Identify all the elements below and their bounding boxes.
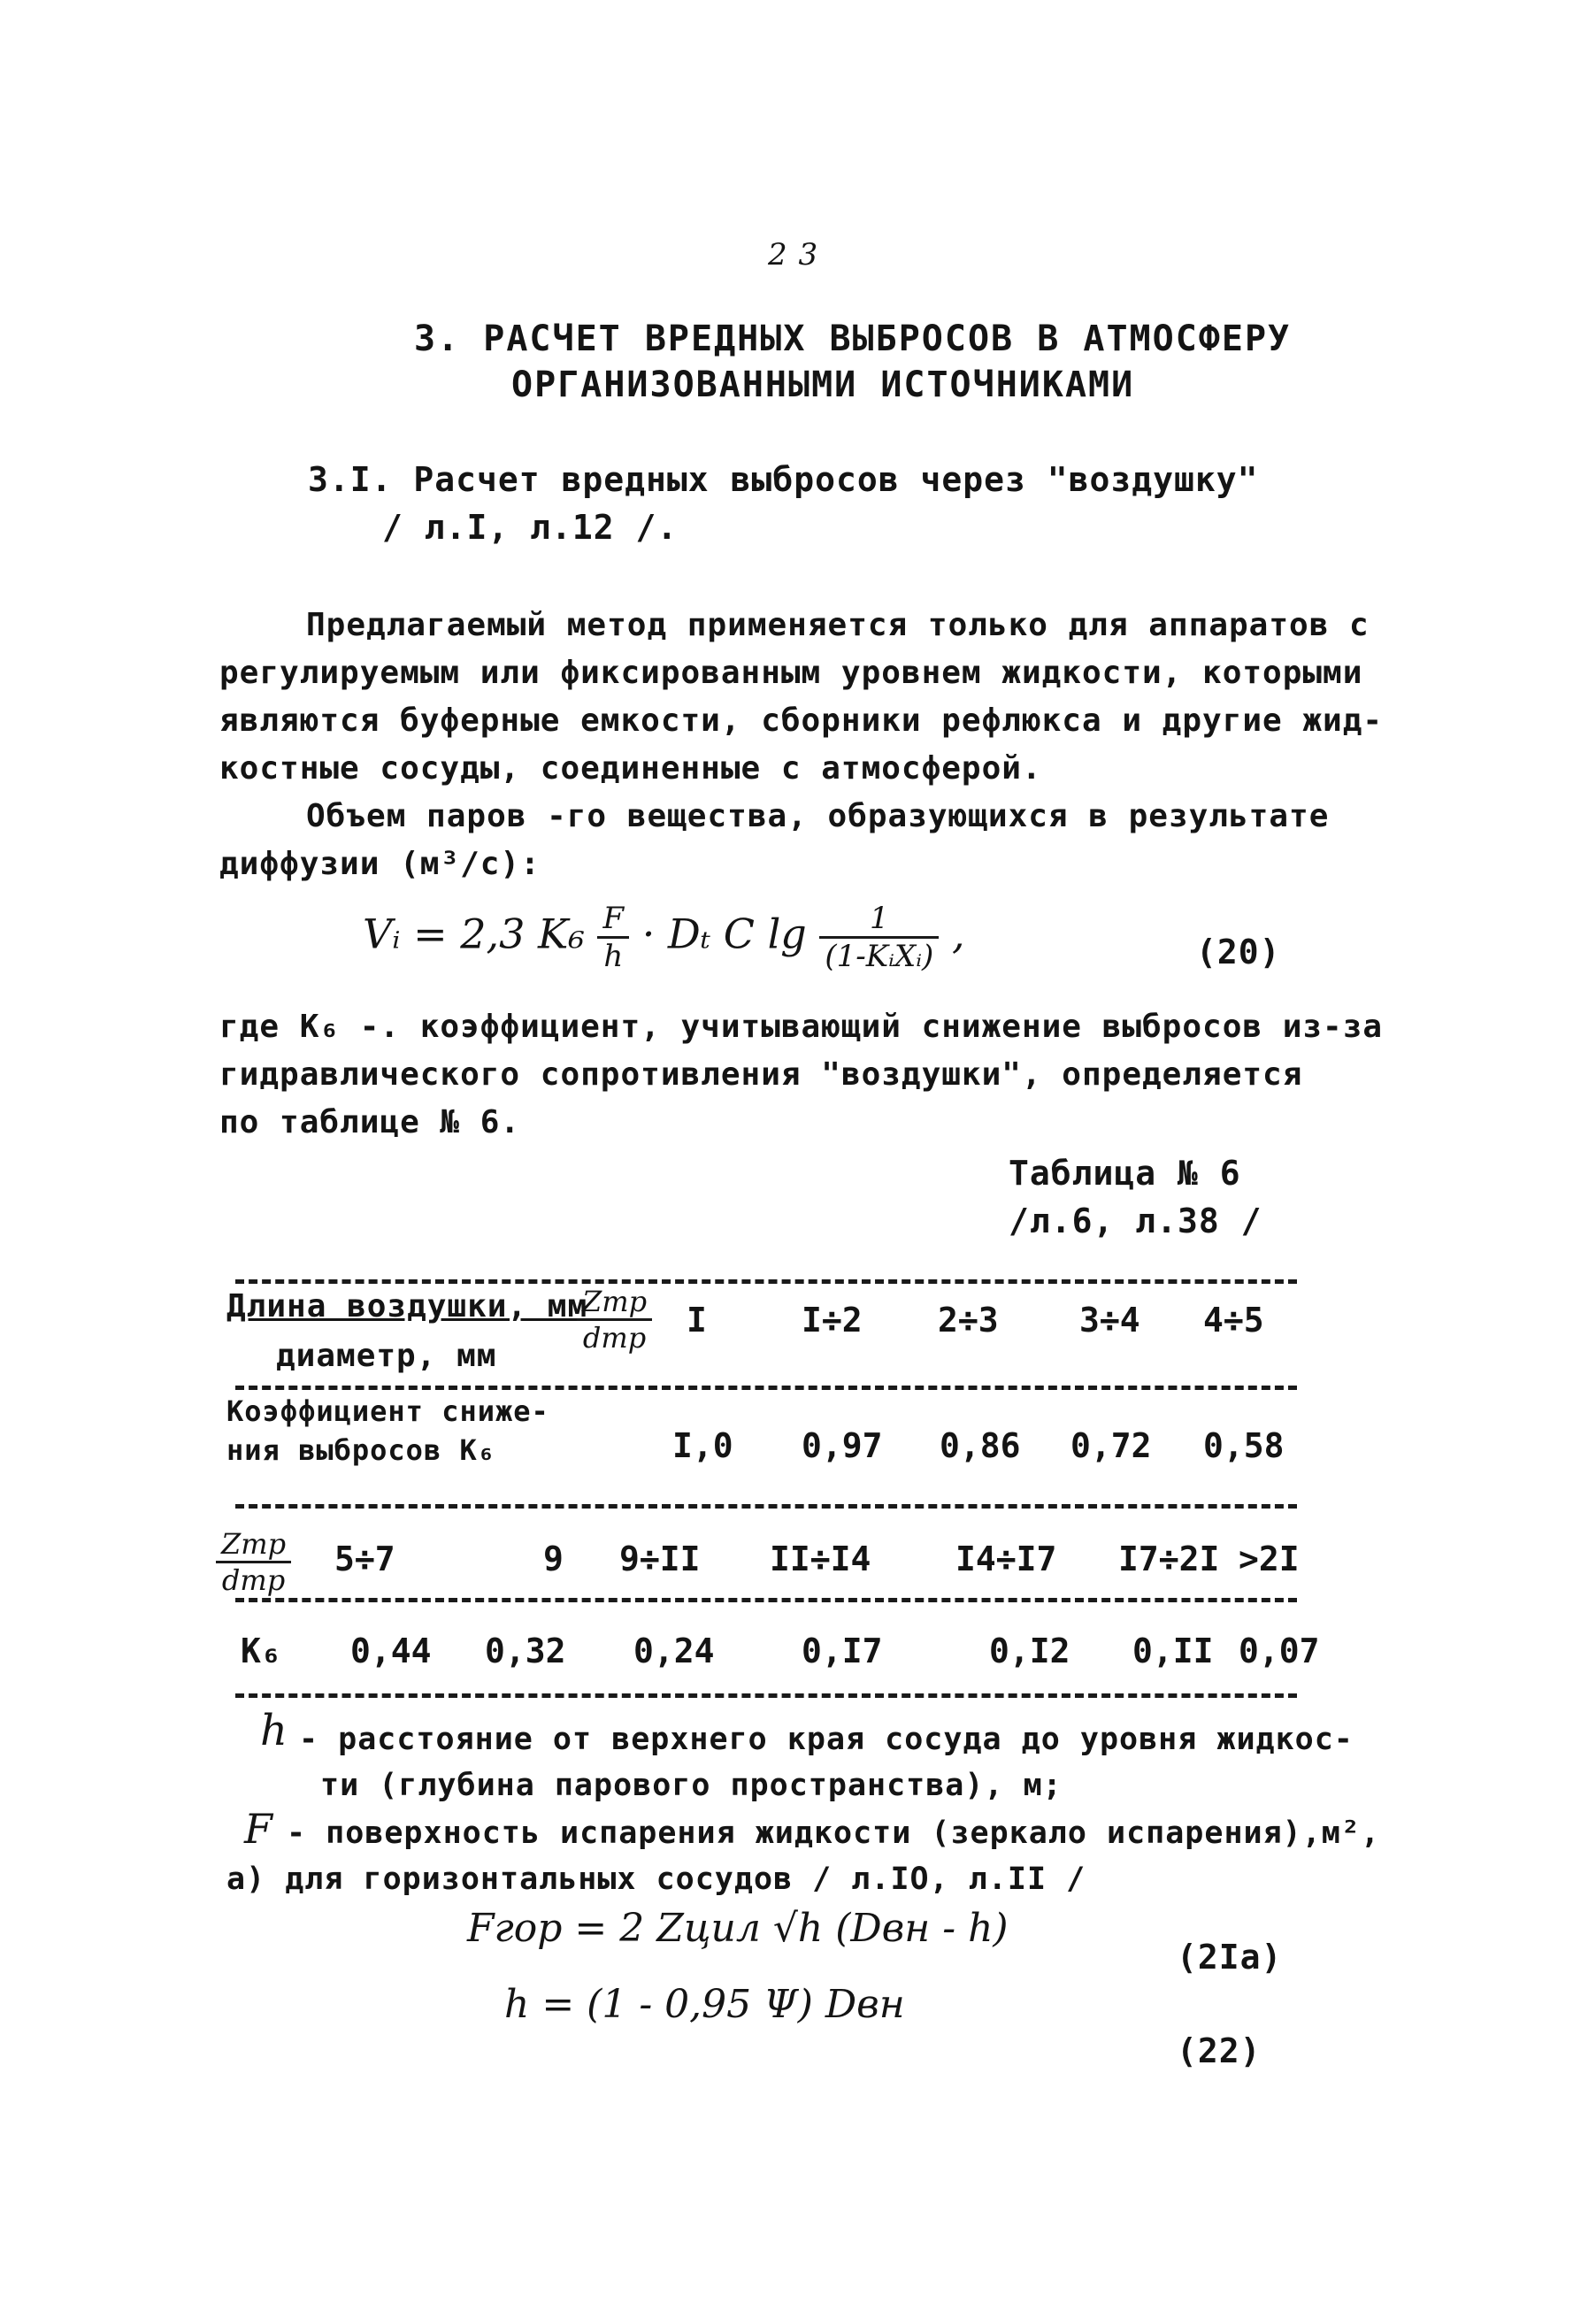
table-row4-cell: 0,I7	[802, 1632, 883, 1670]
table-row2-cell: 0,72	[1070, 1426, 1152, 1465]
paragraph-line: костные сосуды, соединенные с атмосферой.	[219, 750, 1042, 787]
table-row4-cell: 0,24	[633, 1632, 715, 1670]
table-row2-cell: 0,58	[1203, 1426, 1285, 1465]
table-row4-label: K₆	[241, 1632, 281, 1670]
table-caption-title: Таблица № 6	[1009, 1154, 1241, 1193]
formula-20-h: h	[603, 939, 624, 974]
def-h-line1: - расстояние от верхнего края сосуда до уровня жидкос-	[299, 1722, 1354, 1757]
def-h-symbol: h	[260, 1706, 288, 1755]
paragraph-line: Объем паров -го вещества, образующихся в результате	[306, 798, 1330, 834]
subsection-title-line1: 3.I. Расчет вредных выбросов через "воздушку"	[308, 460, 1259, 499]
table-rule	[235, 1598, 1297, 1602]
table-row1-cell: I÷2	[802, 1301, 863, 1340]
table-row4-cell: 0,I2	[989, 1632, 1070, 1670]
ratio-denominator: dтр	[221, 1563, 286, 1597]
formula-22-number: (22)	[1177, 2031, 1262, 2070]
table-row1-label-b: диаметр, мм	[276, 1338, 497, 1374]
table-row1-cell: 2÷3	[938, 1301, 999, 1340]
table-row4-cell: 0,II	[1132, 1632, 1214, 1670]
table-row2-cell: 0,97	[802, 1426, 883, 1465]
formula-20-number: (20)	[1196, 933, 1281, 971]
table-rule	[235, 1386, 1297, 1390]
formula-20	[363, 901, 965, 974]
table-row3-cell: II÷I4	[770, 1539, 871, 1578]
table-row2-label-a: Коэффициент сниже-	[226, 1394, 549, 1428]
formula-20-f-over-h	[597, 901, 629, 974]
table-row3-cell: >2I	[1239, 1539, 1300, 1578]
def-h-line2: ти (глубина парового пространства), м;	[320, 1768, 1063, 1803]
table-ratio-header-row3	[216, 1527, 291, 1597]
subsection-title-line2: / л.I, л.12 /.	[382, 508, 679, 547]
formula-20-frac-den: (1-KᵢXᵢ)	[825, 939, 934, 974]
table-row1-cell: 4÷5	[1203, 1301, 1264, 1340]
table-row4-cell: 0,32	[485, 1632, 566, 1670]
table-row2-label-b: ния выбросов K₆	[226, 1433, 495, 1467]
table-row4-cell: 0,07	[1239, 1632, 1320, 1670]
table-caption-source: /л.6, л.38 /	[1009, 1202, 1262, 1240]
page-number: 2 3	[768, 237, 819, 273]
formula-20-frac-num: 1	[819, 901, 939, 939]
paragraph-line: являются буферные емкости, сборники рефлюкса и другие жид-	[219, 703, 1384, 739]
table-ratio-header	[577, 1285, 652, 1355]
def-a-line1: а) для горизонтальных сосудов / л.IO, л.II /	[226, 1862, 1086, 1897]
table-row2-cell: I,0	[672, 1426, 733, 1465]
table-row2-cell: 0,86	[940, 1426, 1021, 1465]
formula-21a: Fгор = 2 Zцил √h (Dвн - h)	[467, 1906, 1009, 1951]
formula-20-lhs: Vᵢ = 2,3 K₆	[363, 910, 585, 958]
ratio-denominator: dтр	[582, 1321, 647, 1355]
table-row1-cell: I	[687, 1301, 707, 1340]
table-rule	[235, 1279, 1297, 1284]
def-f-symbol: F	[244, 1805, 272, 1853]
ratio-numerator: Zтр	[577, 1285, 652, 1321]
formula-20-mid: · Dₜ C lg	[641, 910, 807, 958]
ratio-numerator: Zтр	[216, 1527, 291, 1563]
formula-22: h = (1 - 0,95 Ψ) Dвн	[504, 1982, 905, 2027]
formula-21a-number: (2Iа)	[1177, 1938, 1283, 1977]
paragraph-line: Предлагаемый метод применяется только для аппаратов с	[306, 607, 1370, 643]
where-line: по таблице № 6.	[219, 1104, 521, 1140]
paragraph-line: регулируемым или фиксированным уровнем жидкости, которыми	[219, 655, 1363, 691]
table-rule	[235, 1504, 1297, 1509]
table-row3-cell: I7÷2I	[1118, 1539, 1220, 1578]
section-title-line2: ОРГАНИЗОВАННЫМИ ИСТОЧНИКАМИ	[511, 365, 1135, 405]
where-line: гидравлического сопротивления "воздушки", определяется	[219, 1056, 1303, 1093]
table-rule	[235, 1693, 1297, 1698]
formula-20-f: F	[597, 901, 629, 939]
section-title-line1: 3. РАСЧЕТ ВРЕДНЫХ ВЫБРОСОВ В АТМОСФЕРУ	[414, 319, 1292, 359]
table-row1-label-a: Длина воздушки, мм	[226, 1288, 588, 1324]
def-f-line1: - поверхность испарения жидкости (зеркало испарения),м²,	[287, 1816, 1381, 1851]
table-row3-cell: 9÷II	[619, 1539, 701, 1578]
table-row3-cell: I4÷I7	[955, 1539, 1057, 1578]
table-row3-cell: 9	[543, 1539, 564, 1578]
table-row4-cell: 0,44	[350, 1632, 432, 1670]
formula-20-tail: ,	[951, 910, 965, 958]
table-row1-cell: 3÷4	[1079, 1301, 1140, 1340]
where-line: где K₆ -. коэффициент, учитывающий снижение выбросов из-за	[219, 1009, 1384, 1045]
table-row3-cell: 5÷7	[334, 1539, 395, 1578]
formula-20-log-fraction	[819, 901, 939, 974]
paragraph-line: диффузии (м³/с):	[219, 846, 541, 882]
